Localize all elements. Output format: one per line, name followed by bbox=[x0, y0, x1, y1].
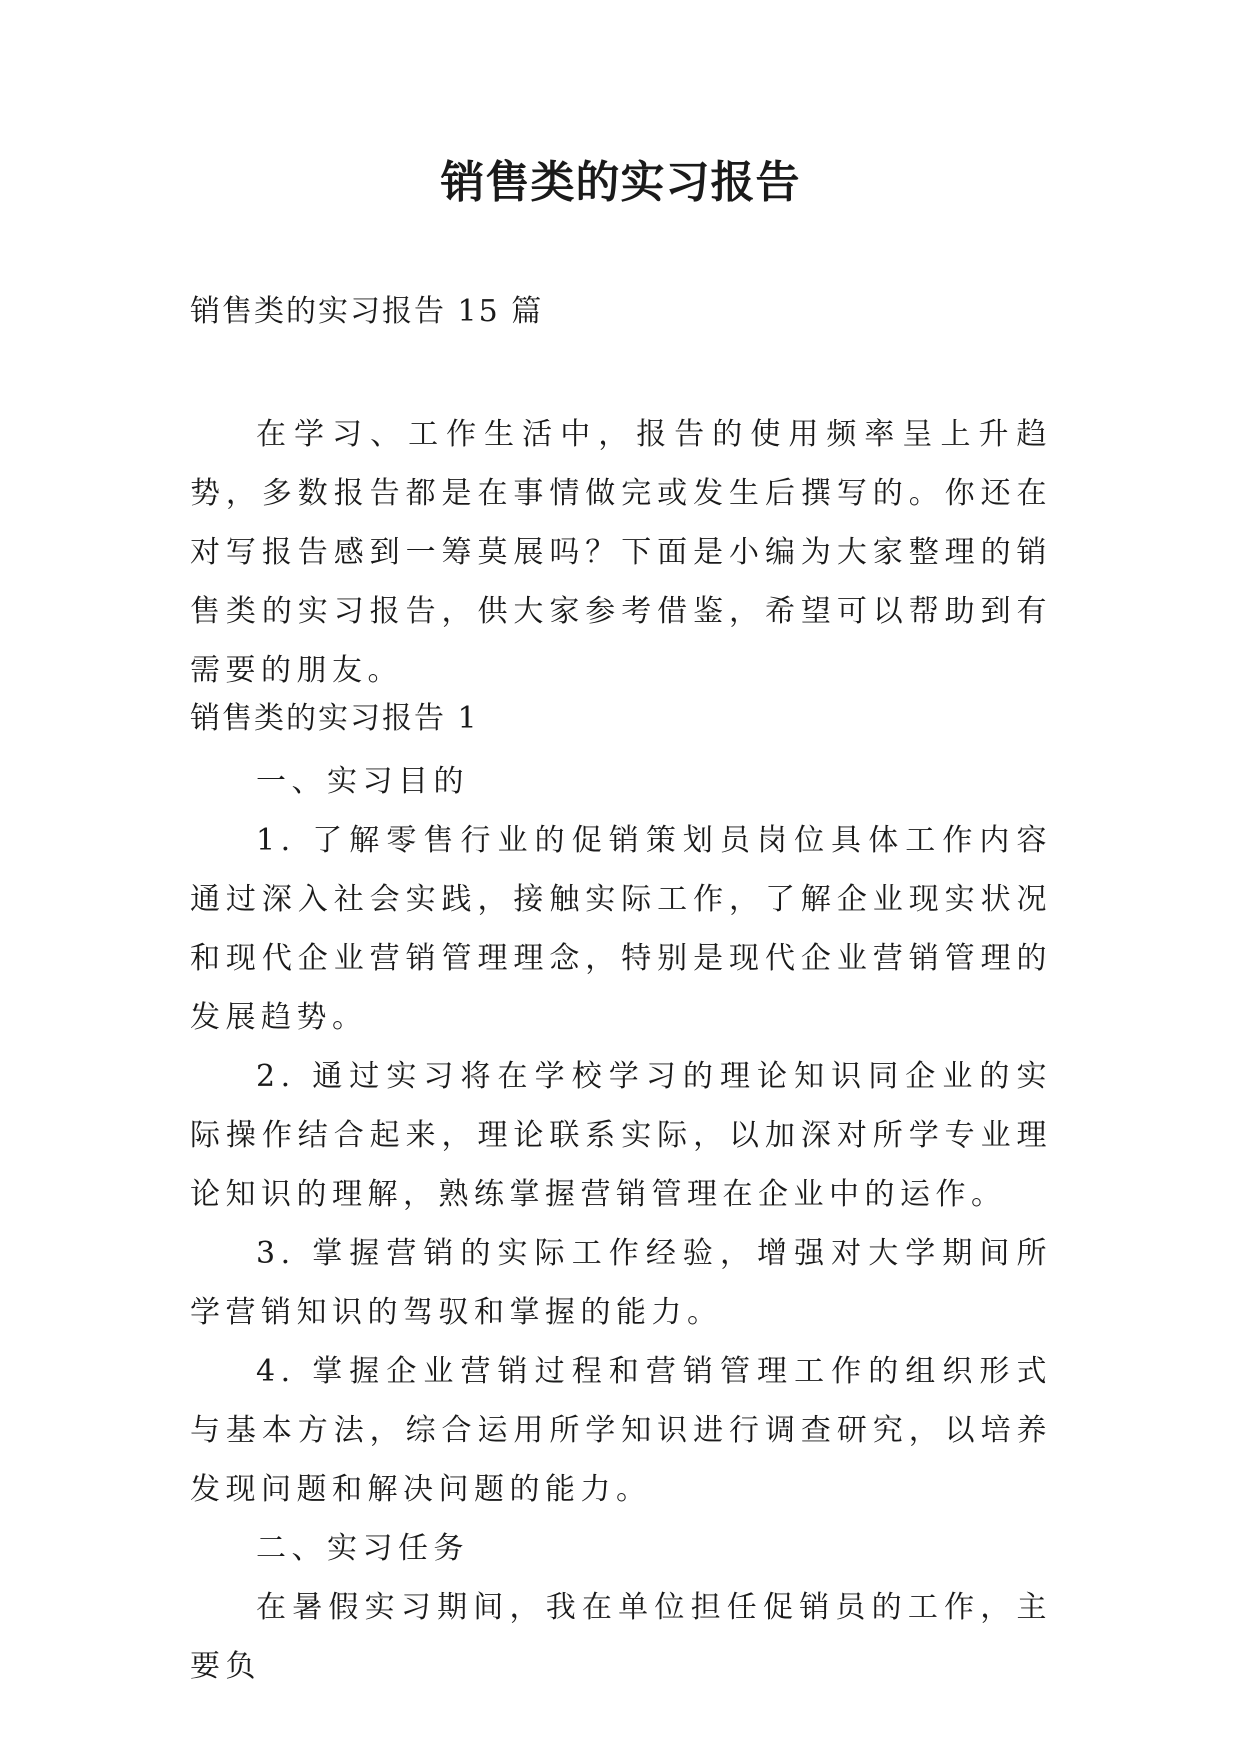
paragraph-tasks: 在暑假实习期间，我在单位担任促销员的工作，主要负 bbox=[190, 1590, 1052, 1684]
document-title: 销售类的实习报告 bbox=[440, 157, 801, 208]
paragraph-objective-2: 2. 通过实习将在学校学习的理论知识同企业的实际操作结合起来，理论联系实际，以加深对所学专业理论知识的理解，熟练掌握营销管理在企业中的运作。 bbox=[190, 1059, 1052, 1212]
section-heading: 销售类的实习报告 1 bbox=[190, 701, 479, 736]
intro-paragraph: 在学习、工作生活中，报告的使用频率呈上升趋势，多数报告都是在事情做完或发生后撰写的。你还在对写报告感到一筹莫展吗？下面是小编为大家整理的销售类的实习报告，供大家参考借鉴，希望可以帮助到有需要的朋友。 bbox=[190, 417, 1052, 688]
heading-tasks: 二、实习任务 bbox=[256, 1531, 469, 1566]
paragraph-objective-3: 3. 掌握营销的实际工作经验，增强对大学期间所学营销知识的驾驭和掌握的能力。 bbox=[190, 1236, 1052, 1330]
section-body bbox=[190, 752, 1052, 1696]
paragraph-objective-4: 4. 掌握企业营销过程和营销管理工作的组织形式与基本方法，综合运用所学知识进行调查研究，以培养发现问题和解决问题的能力。 bbox=[190, 1354, 1052, 1507]
intro-block bbox=[190, 405, 1052, 700]
document-subtitle: 销售类的实习报告 15 篇 bbox=[190, 294, 544, 329]
paragraph-objective-1: 1. 了解零售行业的促销策划员岗位具体工作内容通过深入社会实践，接触实际工作，了解企业现实状况和现代企业营销管理理念，特别是现代企业营销管理的发展趋势。 bbox=[190, 823, 1052, 1035]
heading-objectives: 一、实习目的 bbox=[256, 764, 469, 799]
